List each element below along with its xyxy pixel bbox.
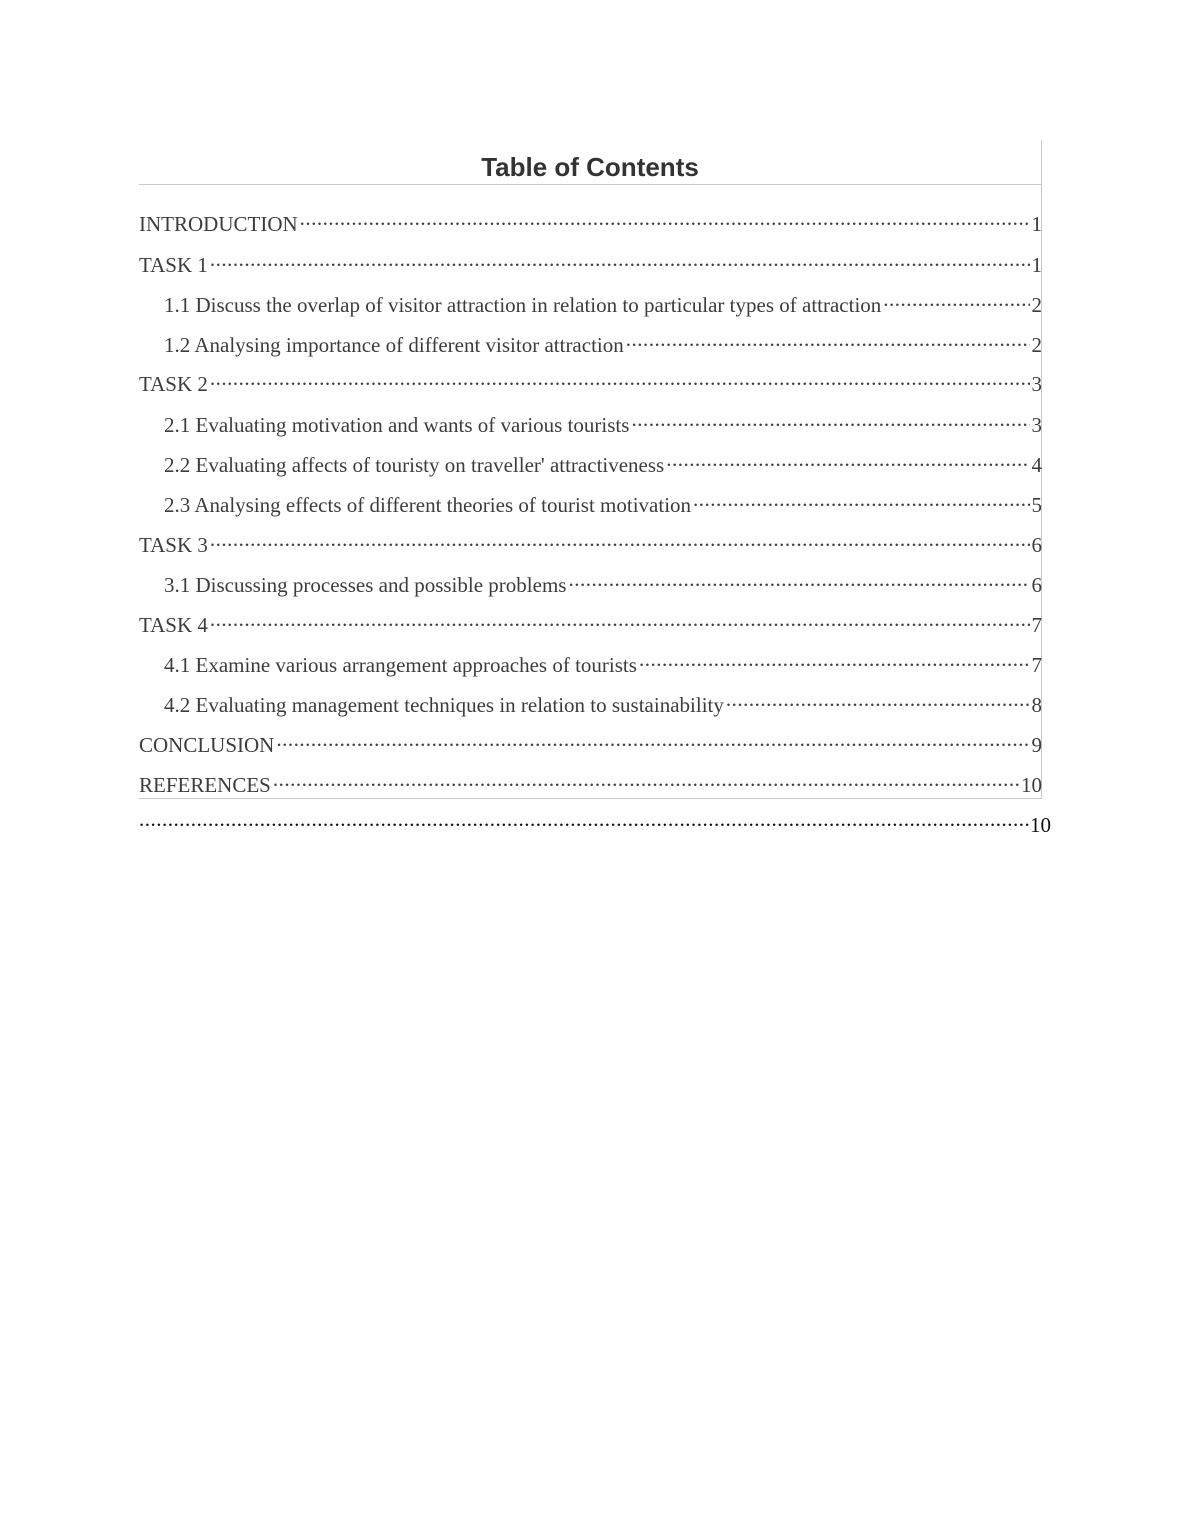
toc-entry-text: 2.1 Evaluating motivation and wants of various tourists — [164, 413, 630, 438]
toc-entry-text: 1.1 Discuss the overlap of visitor attraction in relation to particular types of attraction — [164, 293, 882, 318]
dot-leader — [883, 290, 1029, 312]
toc-entry-text: 3.1 Discussing processes and possible problems — [164, 573, 567, 598]
toc-entry-text: 2.3 Analysing effects of different theories of tourist motivation — [164, 493, 692, 518]
toc-entry-page: 6 — [1031, 533, 1042, 558]
dot-leader — [726, 690, 1030, 712]
toc-entry-page: 6 — [1031, 573, 1042, 598]
toc-entry-task-1[interactable] — [139, 250, 1042, 280]
toc-entry-introduction[interactable] — [139, 209, 1042, 239]
toc-entry-2-2[interactable] — [164, 450, 1042, 480]
trailing-leader-line — [139, 810, 1051, 840]
toc-entry-page: 1 — [1031, 212, 1042, 237]
toc-entry-page: 7 — [1031, 653, 1042, 678]
toc-entry-text: REFERENCES — [139, 773, 271, 798]
dot-leader — [300, 209, 1030, 231]
toc-entry-text: 4.1 Examine various arrangement approaches of tourists — [164, 653, 637, 678]
toc-entry-page: 2 — [1031, 293, 1042, 318]
toc-entry-task-4[interactable] — [139, 610, 1042, 640]
toc-entry-2-1[interactable] — [164, 410, 1042, 440]
toc-entry-page: 8 — [1031, 693, 1042, 718]
toc-entry-page: 9 — [1031, 733, 1042, 758]
dot-leader — [273, 770, 1019, 792]
toc-entry-text: 4.2 Evaluating management techniques in relation to sustainability — [164, 693, 724, 718]
toc-entry-text: INTRODUCTION — [139, 212, 298, 237]
toc-entry-1-2[interactable] — [164, 330, 1042, 360]
toc-entry-conclusion[interactable] — [139, 730, 1042, 760]
dot-leader — [666, 450, 1029, 472]
toc-entry-4-1[interactable] — [164, 650, 1042, 680]
toc-entry-text: CONCLUSION — [139, 733, 275, 758]
dot-leader — [210, 610, 1030, 632]
dot-leader — [210, 250, 1030, 272]
dot-leader — [210, 530, 1030, 552]
toc-entry-references[interactable] — [139, 770, 1042, 800]
dot-leader — [210, 369, 1030, 391]
toc-entry-page: 1 — [1031, 253, 1042, 278]
toc-entry-text: TASK 1 — [139, 253, 208, 278]
table-of-contents — [139, 140, 1042, 799]
toc-entry-text: 1.2 Analysing importance of different visitor attraction — [164, 333, 624, 358]
dot-leader — [139, 810, 1030, 832]
toc-entry-task-3[interactable] — [139, 530, 1042, 560]
toc-entry-2-3[interactable] — [164, 490, 1042, 520]
trailing-page-number: 10 — [1030, 813, 1051, 838]
toc-entry-page: 3 — [1031, 372, 1042, 397]
toc-title: Table of Contents — [481, 152, 699, 182]
dot-leader — [626, 330, 1030, 352]
dot-leader — [276, 730, 1029, 752]
toc-entry-3-1[interactable] — [164, 570, 1042, 600]
toc-entry-page: 2 — [1031, 333, 1042, 358]
dot-leader — [693, 490, 1029, 512]
toc-entry-text: TASK 3 — [139, 533, 208, 558]
toc-entry-1-1[interactable] — [164, 290, 1042, 320]
toc-entry-text: TASK 4 — [139, 613, 208, 638]
toc-entry-page: 4 — [1031, 453, 1042, 478]
toc-entry-page: 5 — [1031, 493, 1042, 518]
dot-leader — [568, 570, 1029, 592]
toc-entry-task-2[interactable] — [139, 369, 1042, 399]
title-divider — [139, 184, 1041, 185]
toc-entry-text: TASK 2 — [139, 372, 208, 397]
toc-entry-page: 7 — [1031, 613, 1042, 638]
dot-leader — [639, 650, 1030, 672]
toc-entry-4-2[interactable] — [164, 690, 1042, 720]
toc-entry-page: 3 — [1031, 413, 1042, 438]
toc-entry-text: 2.2 Evaluating affects of touristy on traveller' attractiveness — [164, 453, 665, 478]
toc-entry-page: 10 — [1021, 773, 1042, 798]
dot-leader — [631, 410, 1029, 432]
